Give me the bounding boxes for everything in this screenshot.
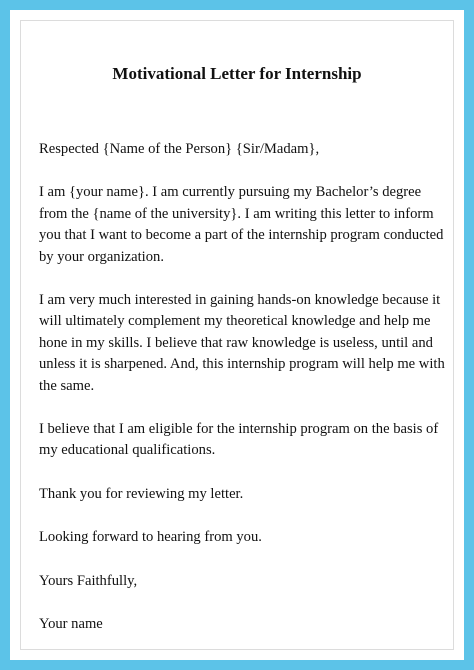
- letter-paragraph-interest: I am very much interested in gaining hands-on knowledge because it will ultimately complement my theoretical knowledge and help me hone in my skills. I believe that raw knowledge is useless, until and unless it is sharpened. And, this internship program will help me with the same.: [39, 292, 445, 394]
- letter-paragraph-looking-forward: Looking forward to hearing from you.: [39, 529, 262, 546]
- letter-salutation: Respected {Name of the Person} {Sir/Madam},: [39, 141, 320, 157]
- letter-title: Motivational Letter for Internship: [112, 64, 362, 83]
- letter-paragraph-introduction: I am {your name}. I am currently pursuing my Bachelor’s degree from the {name of the university}. I am writing this letter to inform you that I want to become a part of the internship program conducted by your organization.: [39, 184, 444, 265]
- letter-closing: Yours Faithfully,: [39, 572, 138, 589]
- letter-paragraph-eligibility: I believe that I am eligible for the internship program on the basis of my educational qualifications.: [39, 421, 439, 459]
- letter-body: [39, 139, 449, 658]
- letter-paragraph-thanks: Thank you for reviewing my letter.: [39, 485, 244, 502]
- letter-signature: Your name: [39, 616, 103, 633]
